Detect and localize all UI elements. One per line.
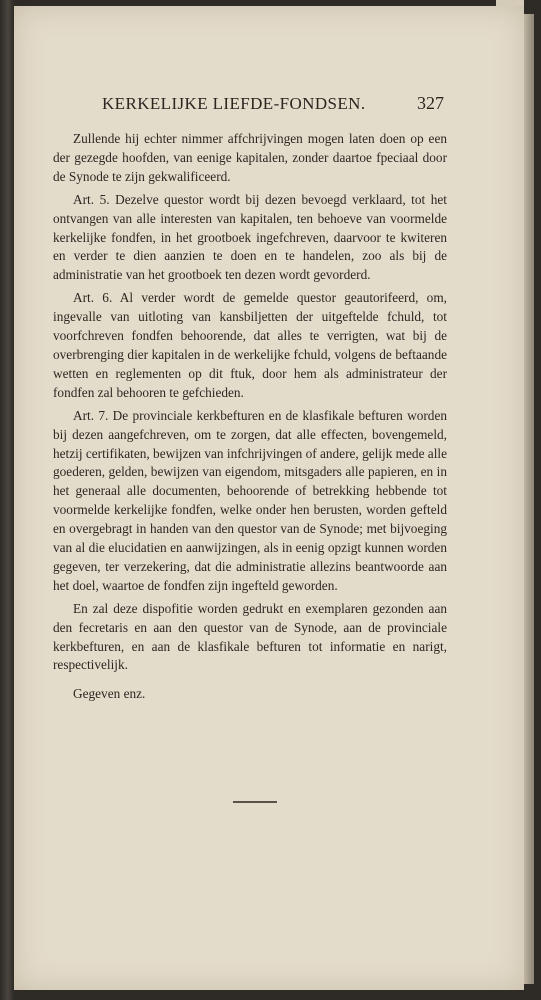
paragraph-art-5: Art. 5. Dezelve questor wordt bij dezen bevoegd verklaard, tot het ontvangen van alle interesten van kapitalen, ten behoeve van voormelde kerkelijke fondfen, in het grootboek ingefchreven, daarvoor te kwiteren en verder te dien aanzien te doen en te handelen, zoo als bij de administratie van het grootboek ten dezen wordt gevorderd. [53, 191, 447, 283]
paragraph-intro: Zullende hij echter nimmer affchrijvingen mogen laten doen op een der gezegde hoofden, van eenige kapitalen, zonder daartoe fpeciaal door de Synode te zijn gekwalificeerd. [53, 131, 447, 184]
paragraph-disposition: En zal deze dispofitie worden gedrukt en exemplaren gezonden aan den fecretaris en aan den questor van de Synode, aan de provinciale kerkbefturen, en aan de klasfikale befturen tot informatie en narigt, respectivelijk. [53, 600, 447, 673]
page-edge [524, 14, 534, 984]
paragraph-closing: Gegeven enz. [73, 686, 146, 702]
end-rule [233, 801, 277, 803]
body-text [53, 130, 447, 708]
page-number: 327 [417, 93, 444, 113]
paragraph-art-6: Art. 6. Al verder wordt de gemelde questor geautorifeerd, om, ingevalle van uitloting van kansbiljetten der uitgeftelde fchuld, tot voorfchreven fondfen behoorende, dat alles te verrigten, wat bij de overbrenging dier kapitalen in de werkelijke fchuld, volgens de beftaande wetten en reglementen op dit ftuk, door hem als administrateur der fondfen zal behooren te gefchieden. [53, 290, 447, 400]
paragraph-art-7: Art. 7. De provinciale kerkbefturen en de klasfikale befturen worden bij dezen aangefchreven, om te zorgen, dat alle effecten, bovengemeld, hetzij certifikaten, bewijzen van infchrijvingen of andere, gelijk mede alle goederen, gelden, bewijzen van eigendom, mitsgaders alle papieren, en in het generaal alle documenten, behoorende of betrekking hebbende tot voormelde kerkelijke fondfen, welke onder hen berusten, worden gefteld en overgebragt in handen van den questor van de Synode; met bijvoeging van al die elucidatien en aanwijzingen, als in eenig opzigt kunnen worden gegeven, ter verzekering, dat die administratie allezins beantwoorde aan het doel, waartoe de fondfen zijn ingefteld geworden. [53, 407, 447, 593]
book-page [14, 6, 524, 990]
page-header [102, 92, 444, 118]
running-title: KERKELIJKE LIEFDE-FONDSEN. [102, 94, 366, 113]
